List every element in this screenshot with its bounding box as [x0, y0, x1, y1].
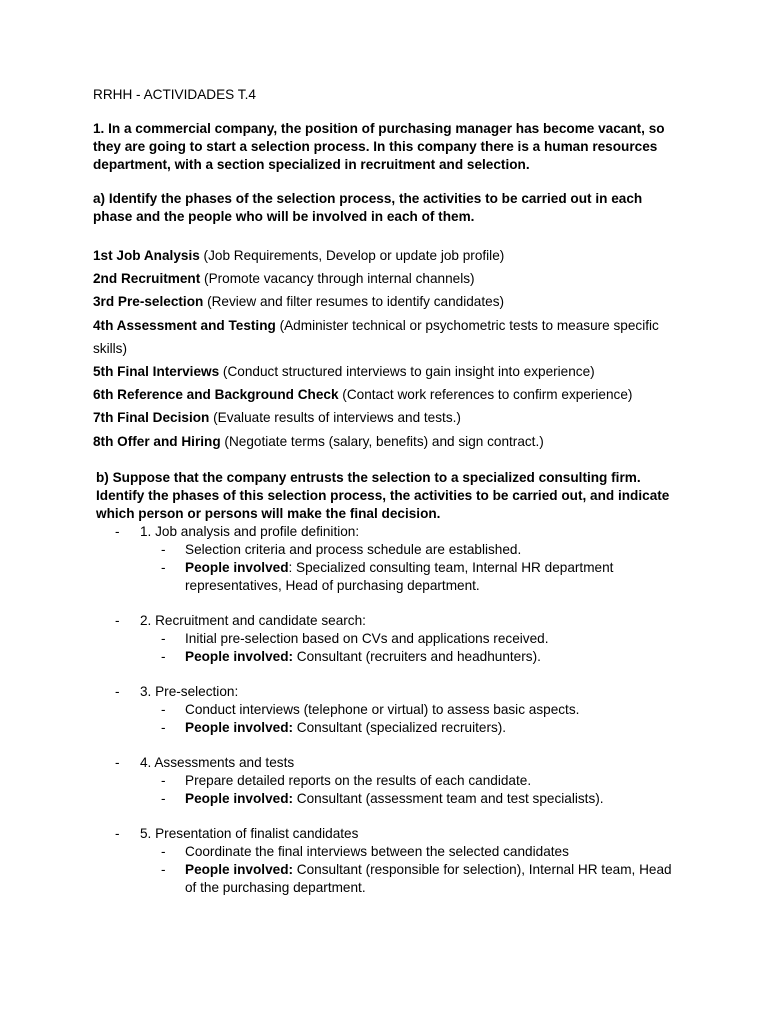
- dash-marker: -: [161, 630, 166, 646]
- step-list: [93, 523, 678, 897]
- phase-desc: (Administer technical or psychometric tests to measure specific skills): [93, 317, 659, 356]
- phase-desc: (Negotiate terms (salary, benefits) and sign contract.): [220, 433, 544, 449]
- step-item: [93, 523, 678, 595]
- dash-marker: -: [115, 825, 120, 841]
- people-text: Consultant (specialized recruiters).: [293, 719, 507, 735]
- phase-desc: (Contact work references to confirm experience): [338, 387, 633, 403]
- question-b: b) Suppose that the company entrusts the selection to a specialized consulting firm. Identify the phases of this selection process, the activities to be carried out, and indicate which person or persons will make the final decision.: [96, 469, 670, 521]
- phase-desc: (Promote vacancy through internal channels): [200, 271, 475, 287]
- step-title-text: 3. Pre-selection:: [140, 683, 239, 699]
- step-title: [93, 754, 678, 772]
- step-activity: [93, 843, 678, 861]
- people-text: Consultant (responsible for selection), Internal HR team, Head of the purchasing department.: [185, 861, 672, 895]
- question-1: 1. In a commercial company, the position of purchasing manager has become vacant, so they are going to start a selection process. In this company there is a human resources department, with a section specialized in recruitment and selection.: [93, 121, 665, 172]
- phase-label: 5th Final Interviews: [93, 364, 220, 380]
- step-activity-text: Initial pre-selection based on CVs and applications received.: [185, 630, 549, 646]
- dash-marker: -: [161, 648, 166, 664]
- step-title-text: 5. Presentation of finalist candidates: [140, 825, 359, 841]
- phase-item: [93, 406, 678, 429]
- phase-label: 8th Offer and Hiring: [93, 433, 221, 449]
- people-label: People involved:: [185, 861, 294, 877]
- step-item: [93, 612, 678, 666]
- step-people: [93, 719, 678, 737]
- step-activity-text: Coordinate the final interviews between the selected candidates: [185, 843, 569, 859]
- phase-item: [93, 430, 678, 453]
- dash-marker: -: [161, 719, 166, 735]
- step-title-text: 2. Recruitment and candidate search:: [140, 612, 366, 628]
- dash-marker: -: [161, 861, 166, 877]
- people-text: Consultant (recruiters and headhunters).: [293, 648, 541, 664]
- step-activity: [93, 630, 678, 648]
- step-activity-text: Selection criteria and process schedule are established.: [185, 541, 522, 557]
- step-title: [93, 825, 678, 843]
- phase-desc: (Job Requirements, Develop or update job profile): [199, 248, 505, 263]
- phase-label: 4th Assessment and Testing: [93, 317, 276, 333]
- people-label: People involved:: [185, 719, 294, 735]
- phase-desc: (Review and filter resumes to identify candidates): [203, 294, 505, 310]
- phase-item: [93, 290, 678, 313]
- phase-item: [93, 314, 678, 360]
- step-people: [93, 790, 678, 808]
- dash-marker: -: [161, 772, 166, 788]
- document-body: [93, 86, 678, 897]
- dash-marker: -: [115, 754, 120, 770]
- phase-label: 6th Reference and Background Check: [93, 387, 339, 403]
- step-people: [93, 648, 678, 666]
- phase-list: [93, 244, 678, 453]
- step-title-text: 4. Assessments and tests: [140, 754, 295, 770]
- people-text: Consultant (assessment team and test specialists).: [293, 790, 604, 806]
- phase-label: 7th Final Decision: [93, 410, 210, 426]
- dash-marker: -: [115, 612, 120, 628]
- people-text: : Specialized consulting team, Internal HR department representatives, Head of purchasing department.: [185, 559, 614, 593]
- step-people: [93, 861, 678, 897]
- dash-marker: -: [161, 559, 166, 575]
- step-activity: [93, 541, 678, 559]
- phase-label: 2nd Recruitment: [93, 271, 201, 287]
- step-item: [93, 683, 678, 737]
- people-label: People involved:: [185, 648, 294, 664]
- step-activity-text: Conduct interviews (telephone or virtual) to assess basic aspects.: [185, 701, 580, 717]
- dash-marker: -: [161, 541, 166, 557]
- step-item: [93, 825, 678, 897]
- dash-marker: -: [161, 843, 166, 859]
- step-title-text: 1. Job analysis and profile definition:: [140, 523, 360, 539]
- dash-marker: -: [161, 790, 166, 806]
- phase-item: [93, 267, 678, 290]
- people-label: People involved:: [185, 790, 294, 806]
- question-a: a) Identify the phases of the selection process, the activities to be carried out in each phase and the people who will be involved in each of them.: [93, 191, 643, 224]
- step-activity-text: Prepare detailed reports on the results of each candidate.: [185, 772, 532, 788]
- document-title: RRHH - ACTIVIDADES T.4: [93, 87, 256, 102]
- phase-item: [93, 383, 678, 406]
- step-title: [93, 523, 678, 541]
- dash-marker: -: [115, 683, 120, 699]
- people-label: People involved: [185, 559, 289, 575]
- step-item: [93, 754, 678, 808]
- phase-label: 1st Job Analysis: [93, 248, 200, 263]
- step-people: [93, 559, 678, 595]
- phase-item: [93, 244, 678, 267]
- phase-label: 3rd Pre-selection: [93, 294, 204, 310]
- dash-marker: -: [161, 701, 166, 717]
- step-activity: [93, 701, 678, 719]
- dash-marker: -: [115, 523, 120, 539]
- phase-desc: (Conduct structured interviews to gain insight into experience): [219, 364, 595, 380]
- phase-desc: (Evaluate results of interviews and tests.): [209, 410, 461, 426]
- step-title: [93, 683, 678, 701]
- phase-item: [93, 360, 678, 383]
- step-title: [93, 612, 678, 630]
- step-activity: [93, 772, 678, 790]
